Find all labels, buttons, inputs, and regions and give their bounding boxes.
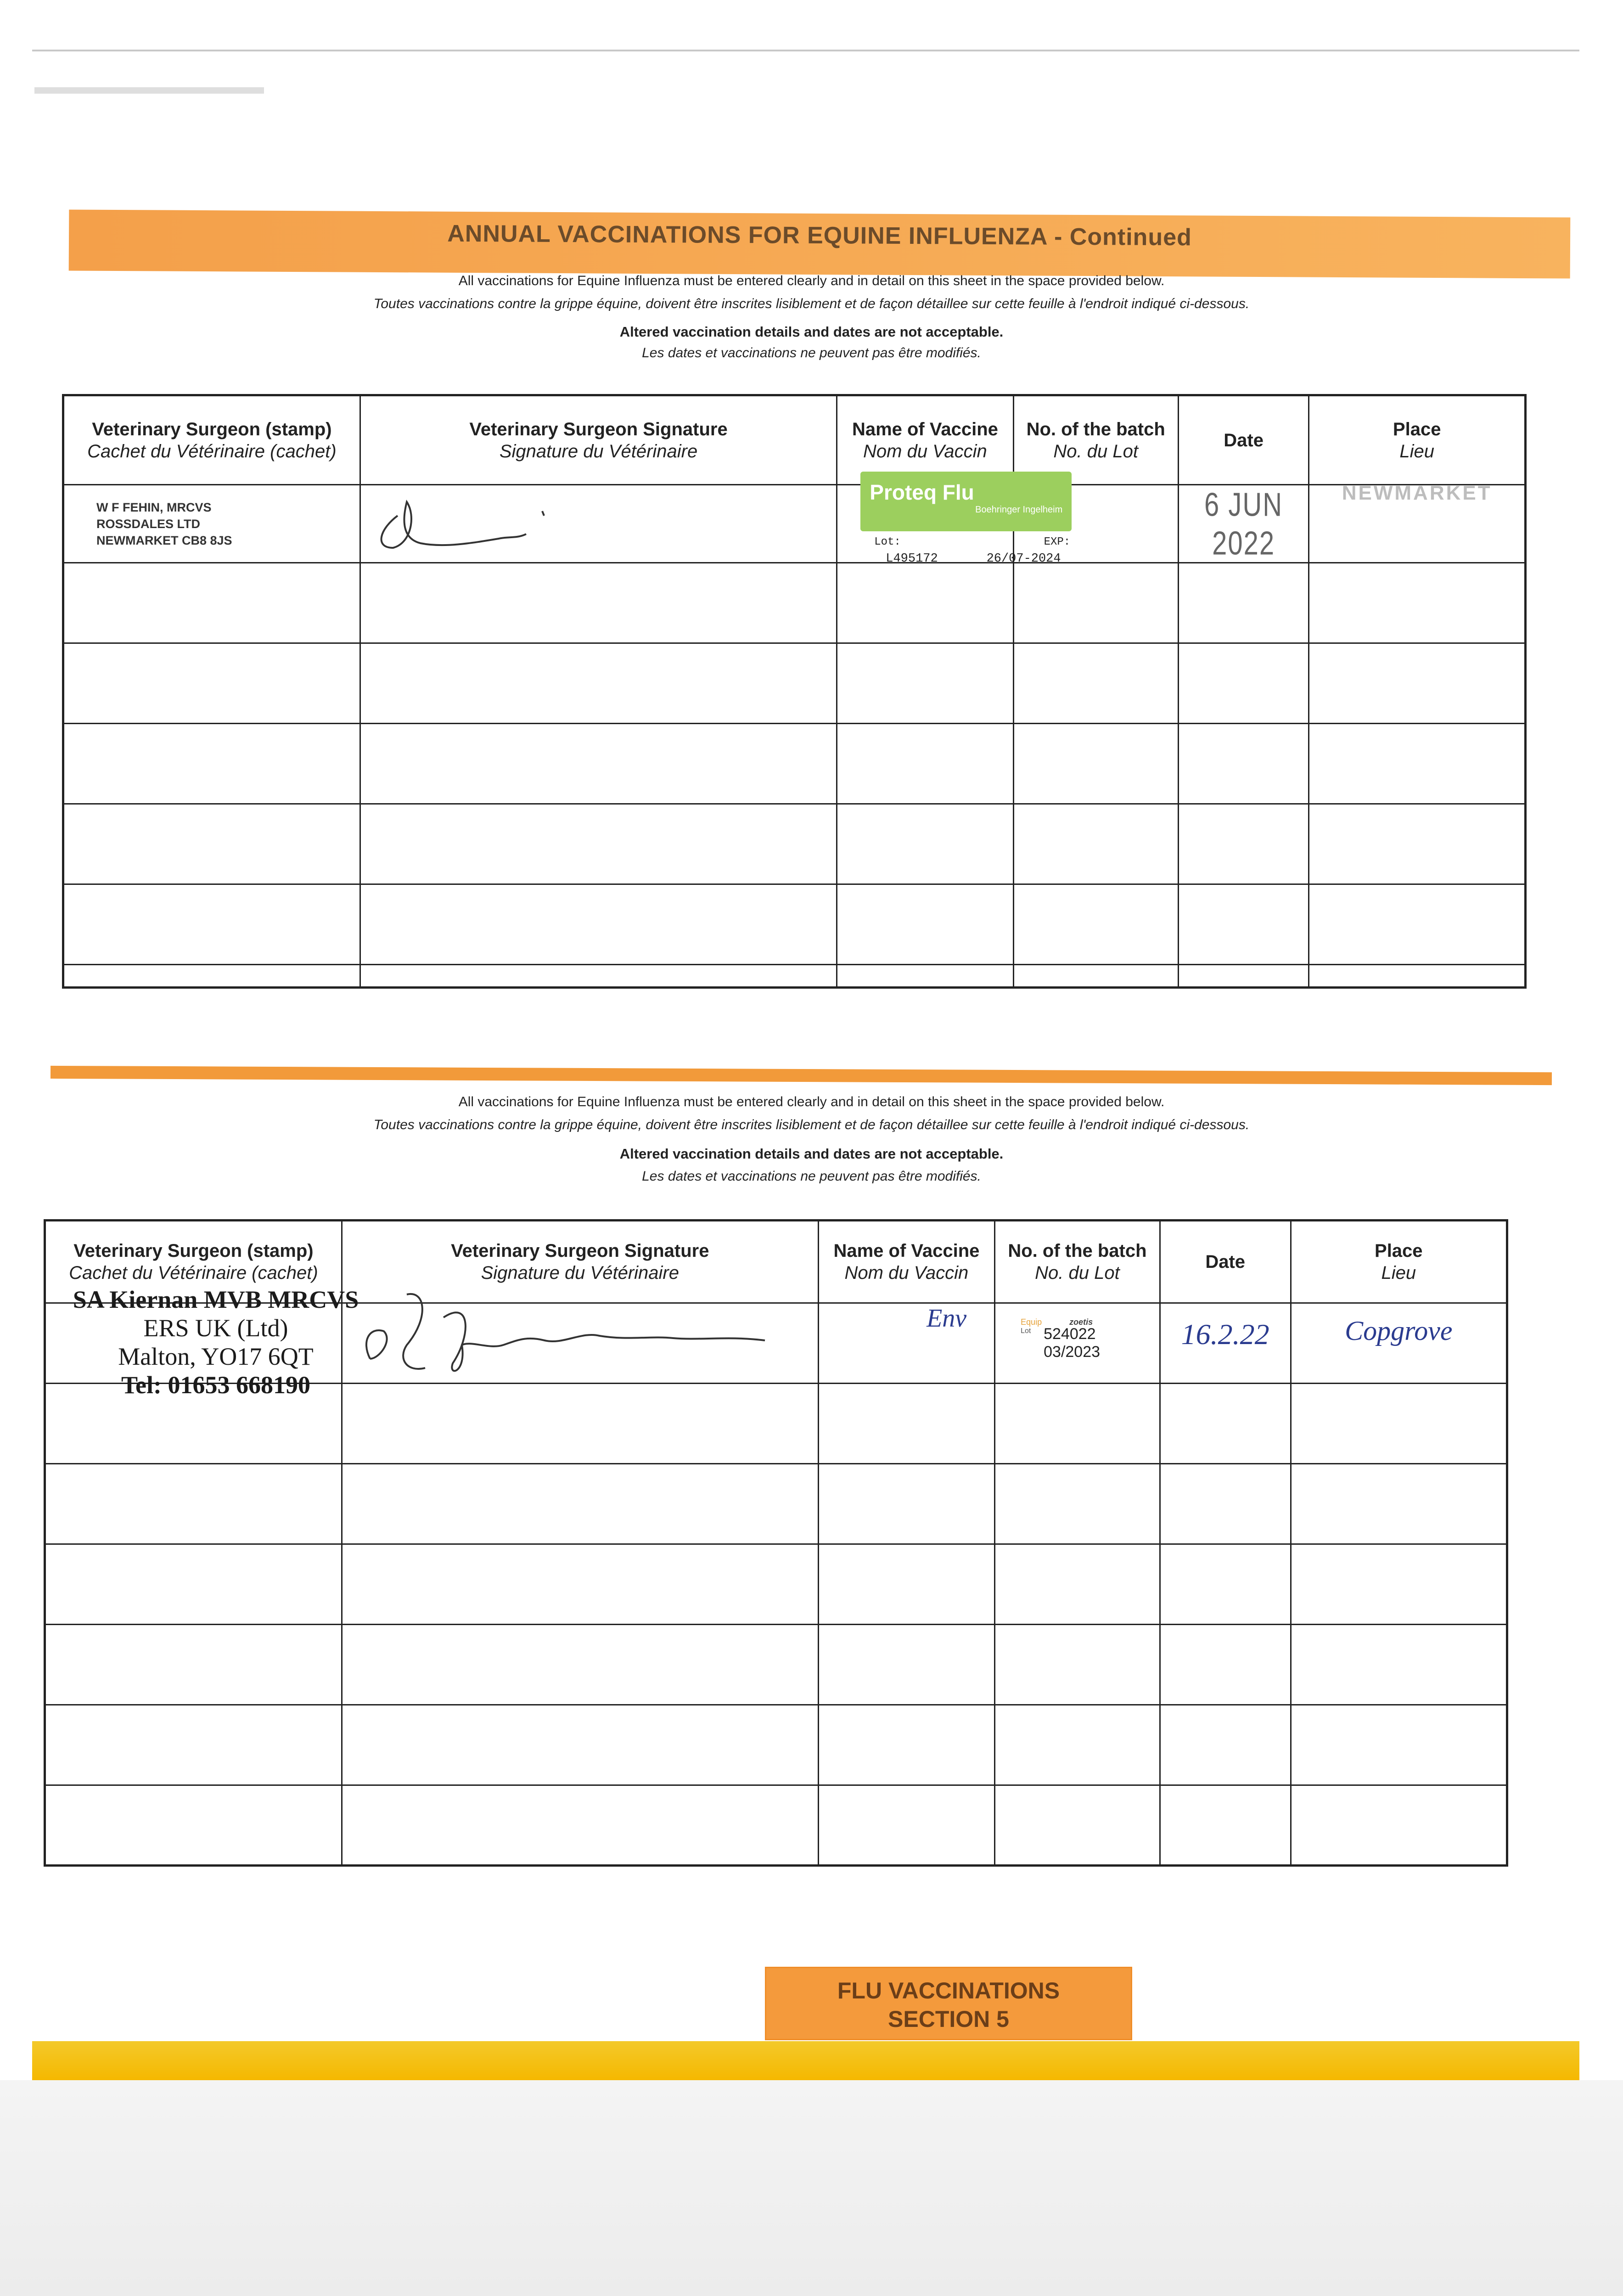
date-cell [1178, 485, 1309, 563]
lot-label: Lot: [874, 536, 901, 548]
table-row [63, 563, 1526, 643]
table-row [45, 1625, 1507, 1705]
scan-edge-line [32, 50, 1579, 51]
note-mid-bold: Altered vaccination details and dates are not acceptable. [619, 1146, 1004, 1162]
vaccine-handwritten: Env [927, 1304, 967, 1333]
table-row [63, 485, 1526, 563]
stamp-cell [45, 1286, 359, 1399]
table-row [63, 804, 1526, 884]
orange-separator [51, 1066, 1552, 1085]
note-top-fr: Toutes vaccinations contre la grippe équine, doivent être inscrites lisiblement et de façon détaillee sur cette feuille à l'endroit indiqué ci-dessous. [373, 296, 1250, 311]
table-row [45, 1785, 1507, 1866]
exp-value: 26/07-2024 [986, 552, 1061, 566]
scan-gray-band [34, 87, 264, 94]
note-top-en: All vaccinations for Equine Influenza must be entered clearly and in detail on this sheet in the space provided below. [458, 273, 1165, 288]
table-header-row [63, 395, 1526, 485]
date-handwritten: 16.2.22 [1181, 1318, 1269, 1351]
signature-cell [360, 485, 837, 563]
batch-lot: 524022 [1044, 1325, 1096, 1343]
lot-value: L495172 [886, 552, 938, 566]
header-signature: Veterinary Surgeon Signature Signature du Vétérinaire [360, 395, 837, 485]
header-batch: No. of the batch No. du Lot [1013, 395, 1178, 485]
header-vaccine: Name of Vaccine Nom du Vaccin [837, 395, 1013, 485]
table-row [45, 1303, 1507, 1384]
stamp-cell [63, 485, 360, 563]
batch-cell [995, 1303, 1160, 1384]
header-stamp: Veterinary Surgeon (stamp) Cachet du Vétérinaire (cachet) [45, 1221, 342, 1303]
header-stamp: Veterinary Surgeon (stamp) Cachet du Vétérinaire (cachet) [63, 395, 360, 485]
next-page-background [0, 2080, 1623, 2296]
yellow-divider-band [32, 2041, 1579, 2080]
page-header-bar [69, 209, 1571, 278]
page-title: ANNUAL VACCINATIONS FOR EQUINE INFLUENZA - Continued [447, 220, 1192, 251]
vet-stamp: W F FEHIN, MRCVS ROSSDALES LTD NEWMARKET CB8 8JS [96, 500, 232, 547]
signature-scribble [352, 1281, 811, 1391]
batch-lot-label: Lot [1021, 1327, 1031, 1335]
section-badge: FLU VACCINATIONS SECTION 5 [765, 1967, 1132, 2040]
vaccine-cell [818, 1303, 994, 1384]
place-cell [1291, 1303, 1507, 1384]
place-stamp: NEWMARKET [1342, 482, 1492, 504]
place-cell [1309, 482, 1526, 563]
table-row [63, 965, 1526, 988]
header-place: Place Lieu [1309, 395, 1526, 485]
header-vaccine: Name of Vaccine Nom du Vaccin [818, 1221, 994, 1303]
table-row [45, 1544, 1507, 1625]
note-mid-en: All vaccinations for Equine Influenza must be entered clearly and in detail on this sheet in the space provided below. [458, 1094, 1165, 1109]
table-row [63, 643, 1526, 724]
note-top-fr2: Les dates et vaccinations ne peuvent pas être modifiés. [642, 345, 981, 360]
table-row [63, 724, 1526, 804]
note-mid-fr2: Les dates et vaccinations ne peuvent pas être modifiés. [642, 1169, 981, 1184]
batch-exp: 03/2023 [1044, 1343, 1101, 1361]
vaccination-table-2 [44, 1219, 1508, 1867]
table-row [45, 1705, 1507, 1785]
header-place: Place Lieu [1291, 1221, 1507, 1303]
date-cell [1160, 1303, 1291, 1384]
batch-brand: Equip zoetis [1021, 1317, 1093, 1327]
vaccine-sticker: Proteq Flu Boehringer Ingelheim [860, 472, 1072, 531]
exp-label: EXP: [1044, 536, 1071, 548]
header-signature: Veterinary Surgeon Signature Signature du Vétérinaire [342, 1221, 818, 1303]
header-batch: No. of the batch No. du Lot [995, 1221, 1160, 1303]
note-mid-fr: Toutes vaccinations contre la grippe équine, doivent être inscrites lisiblement et de façon détaillee sur cette feuille à l'endroit indiqué ci-dessous. [373, 1117, 1250, 1132]
table-row [45, 1464, 1507, 1544]
table-row [63, 884, 1526, 965]
batch-cell [986, 485, 1178, 566]
vet-stamp: SA Kiernan MVB MRCVS ERS UK (Ltd) Malton, YO17 6QT Tel: 01653 668190 [73, 1286, 359, 1399]
header-date: Date [1178, 395, 1309, 485]
note-top-bold: Altered vaccination details and dates are not acceptable. [619, 324, 1004, 340]
vaccination-table-1 [62, 394, 1527, 989]
signature-scribble [361, 488, 600, 557]
date-stamp: 6 JUN 2022 [1204, 486, 1283, 562]
signature-cell [342, 1303, 818, 1384]
header-date: Date [1160, 1221, 1291, 1303]
place-handwritten: Copgrove [1345, 1316, 1453, 1346]
